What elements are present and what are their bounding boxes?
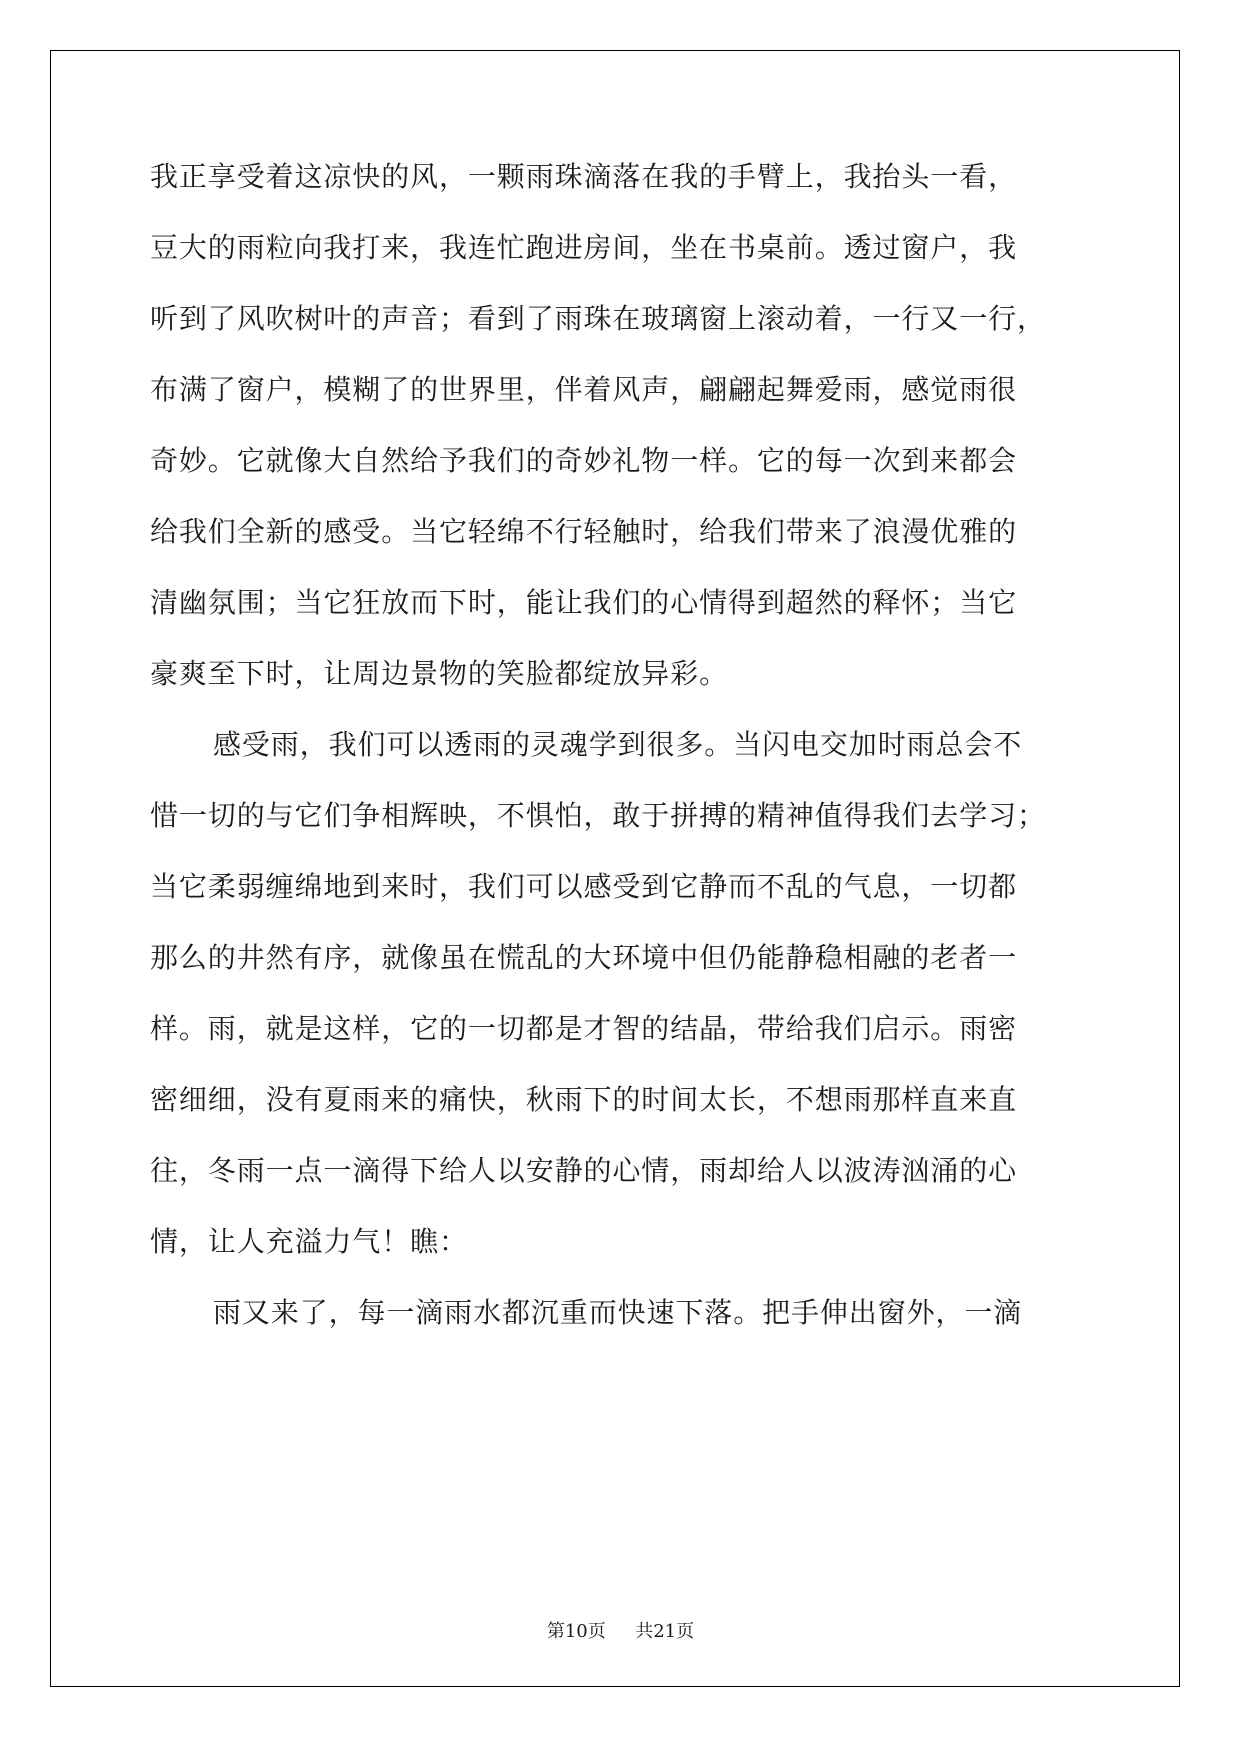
paragraph-start-line: 雨又来了，每一滴雨水都沉重而快速下落。把手伸出窗外，一滴 bbox=[213, 1296, 1023, 1329]
text-line: 布满了窗户，模糊了的世界里，伴着风声，翩翩起舞爱雨，感觉雨很 bbox=[150, 373, 1018, 406]
text-line: 给我们全新的感受。当它轻绵不行轻触时，给我们带来了浪漫优雅的 bbox=[150, 515, 1018, 548]
page-number: 第10页 bbox=[546, 1621, 606, 1642]
page-footer bbox=[0, 1620, 1241, 1644]
text-line: 我正享受着这凉快的风，一颗雨珠滴落在我的手臂上，我抬头一看， bbox=[150, 160, 1018, 193]
text-line: 那么的井然有序，就像虽在慌乱的大环境中但仍能静稳相融的老者一 bbox=[150, 941, 1018, 974]
text-line: 清幽氛围；当它狂放而下时，能让我们的心情得到超然的释怀；当它 bbox=[150, 586, 1018, 619]
text-line: 往，冬雨一点一滴得下给人以安静的心情，雨却给人以波涛汹涌的心 bbox=[150, 1154, 1018, 1187]
paragraph-start-line: 感受雨，我们可以透雨的灵魂学到很多。当闪电交加时雨总会不 bbox=[213, 728, 1023, 761]
text-line: 情，让人充溢力气！瞧： bbox=[150, 1225, 468, 1258]
text-line: 听到了风吹树叶的声音；看到了雨珠在玻璃窗上滚动着，一行又一行， bbox=[150, 302, 1046, 335]
text-line: 样。雨，就是这样，它的一切都是才智的结晶，带给我们启示。雨密 bbox=[150, 1012, 1018, 1045]
text-line: 惜一切的与它们争相辉映，不惧怕，敢于拼搏的精神值得我们去学习； bbox=[150, 799, 1046, 832]
text-line: 豆大的雨粒向我打来，我连忙跑进房间，坐在书桌前。透过窗户，我 bbox=[150, 231, 1018, 264]
page-total: 共21页 bbox=[635, 1621, 695, 1642]
text-line: 当它柔弱缠绵地到来时，我们可以感受到它静而不乱的气息，一切都 bbox=[150, 870, 1018, 903]
text-line: 奇妙。它就像大自然给予我们的奇妙礼物一样。它的每一次到来都会 bbox=[150, 444, 1018, 477]
text-line: 豪爽至下时，让周边景物的笑脸都绽放异彩。 bbox=[150, 657, 729, 690]
text-line: 密细细，没有夏雨来的痛快，秋雨下的时间太长，不想雨那样直来直 bbox=[150, 1083, 1018, 1116]
